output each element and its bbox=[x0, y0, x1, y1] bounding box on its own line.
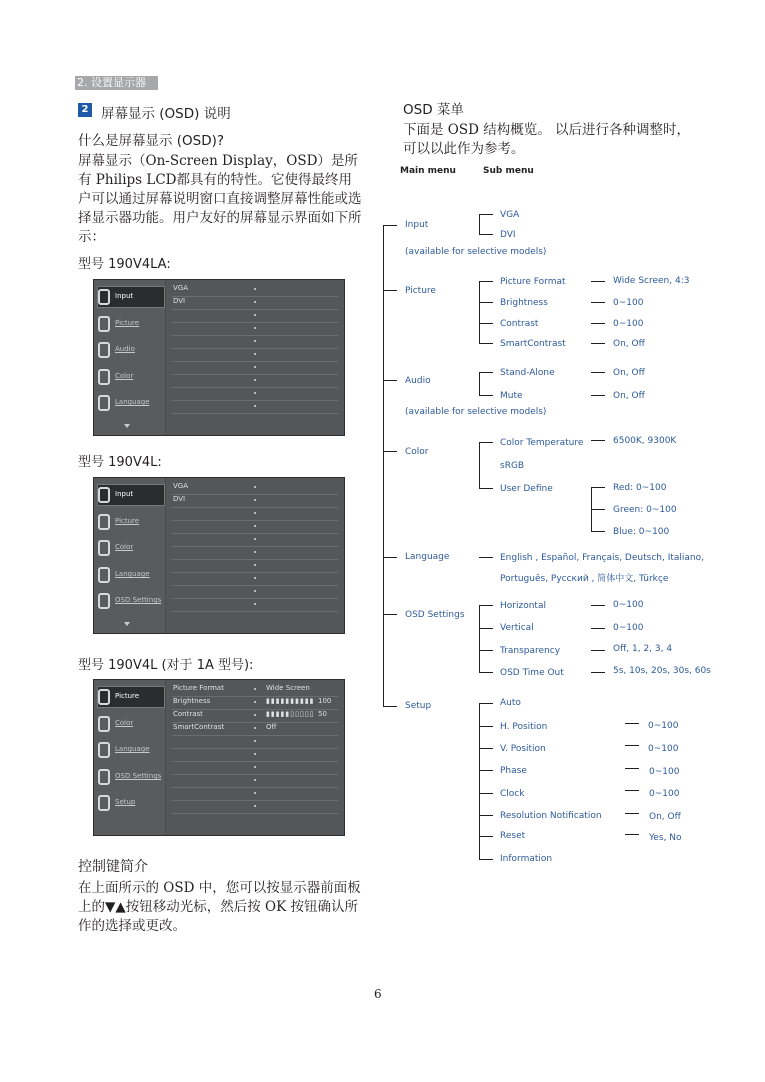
osd-menu-input: Input bbox=[94, 285, 165, 311]
osd-row-brightness: Brightness ▮▮▮▮▮▮▮▮▮▮ 100 bbox=[172, 696, 338, 710]
tree-main-setup: Setup bbox=[405, 701, 432, 711]
tree-sub-h-position: H. Position bbox=[500, 722, 548, 732]
osd-menu-setup: Setup bbox=[94, 791, 165, 817]
control-paragraph: 在上面所示的 OSD 中，您可以按显示器前面板上的▼▲按钮移动光标，然后按 OK 按钮确认所作的选择或更改。 bbox=[78, 880, 361, 934]
question-title: 什么是屏幕显示 (OSD)? bbox=[78, 133, 225, 149]
tree-val-clock: 0~100 bbox=[649, 789, 680, 799]
section-header: 2. 设置显示器 bbox=[75, 76, 158, 90]
osd-row-dvi: DVI bbox=[172, 296, 338, 310]
main-menu-header: Main menu bbox=[400, 166, 456, 176]
osd-row-picture-format: Picture Format Wide Screen bbox=[172, 683, 338, 697]
tree-sub-clock: Clock bbox=[500, 789, 525, 799]
color-icon bbox=[98, 369, 110, 385]
tree-val-blue: Blue: 0~100 bbox=[613, 527, 670, 537]
osd-menu-osd-settings: OSD Settings bbox=[94, 589, 165, 615]
osd-menu-color: Color bbox=[94, 536, 165, 562]
tree-sub-brightness: Brightness bbox=[500, 298, 548, 308]
tree-val-resolution-notification: On, Off bbox=[649, 812, 681, 822]
gear-icon bbox=[98, 795, 110, 811]
page-number: 6 bbox=[374, 987, 382, 1001]
osd-row-vga: VGA bbox=[172, 283, 338, 297]
tree-sub-reset: Reset bbox=[500, 831, 526, 841]
tree-sub-phase: Phase bbox=[500, 766, 527, 776]
tree-main-color: Color bbox=[405, 447, 429, 457]
osd-screenshot-190v4l bbox=[93, 477, 345, 634]
tree-sub-v-position: V. Position bbox=[500, 744, 546, 754]
tree-sub-vga: VGA bbox=[500, 210, 520, 220]
input-icon bbox=[98, 487, 110, 503]
osd-screenshot-190v4l-1a bbox=[93, 679, 345, 836]
osd-menu-picture: Picture bbox=[94, 685, 165, 711]
tree-val-reset: Yes, No bbox=[649, 833, 682, 843]
tree-sub-stand-alone: Stand-Alone bbox=[500, 368, 555, 378]
language-icon bbox=[98, 395, 110, 411]
osd-screenshot-190v4la bbox=[93, 279, 345, 436]
osd-menu-color: Color bbox=[94, 712, 165, 738]
osd-row-smartcontrast: SmartContrast Off bbox=[172, 722, 338, 736]
tree-val-smartcontrast: On, Off bbox=[613, 339, 645, 349]
osd-settings-icon bbox=[98, 593, 110, 609]
tree-val-v-position: 0~100 bbox=[648, 744, 679, 754]
tree-trunk bbox=[383, 225, 384, 706]
tree-main-input: Input bbox=[405, 220, 429, 230]
tree-val-red: Red: 0~100 bbox=[613, 483, 667, 493]
tree-val-brightness: 0~100 bbox=[613, 298, 644, 308]
color-icon bbox=[98, 716, 110, 732]
language-icon bbox=[98, 567, 110, 583]
tree-sub-osd-time-out: OSD Time Out bbox=[500, 668, 564, 678]
tree-sub-vertical: Vertical bbox=[500, 623, 534, 633]
osd-menu-color: Color bbox=[94, 365, 165, 391]
tree-sub-srgb: sRGB bbox=[500, 461, 525, 471]
tree-sub-transparency: Transparency bbox=[500, 646, 561, 656]
tree-val-horizontal: 0~100 bbox=[613, 600, 644, 610]
model-label-3: 型号 190V4L (对于 1A 型号): bbox=[78, 658, 254, 673]
osd-row-vga: VGA bbox=[172, 481, 338, 495]
picture-icon bbox=[98, 514, 110, 530]
tree-sub-auto: Auto bbox=[500, 698, 521, 708]
color-icon bbox=[98, 540, 110, 556]
osd-menu-input: Input bbox=[94, 483, 165, 509]
tree-sub-resolution-notification: Resolution Notification bbox=[500, 811, 602, 821]
tree-val-transparency: Off, 1, 2, 3, 4 bbox=[613, 644, 673, 654]
tree-sub-horizontal: Horizontal bbox=[500, 601, 546, 611]
tree-main-osd-settings: OSD Settings bbox=[405, 610, 465, 620]
picture-icon bbox=[98, 689, 110, 705]
down-arrow-icon bbox=[124, 622, 130, 626]
osd-menu-description: 下面是 OSD 结构概览。 以后进行各种调整时，可以以此作为参考。 bbox=[403, 122, 691, 157]
tree-val-mute: On, Off bbox=[613, 391, 645, 401]
language-icon bbox=[98, 742, 110, 758]
step-number-badge: 2 bbox=[78, 103, 92, 117]
tree-main-picture: Picture bbox=[405, 286, 436, 296]
osd-menu-language: Language bbox=[94, 563, 165, 589]
tree-val-osd-time-out: 5s, 10s, 20s, 30s, 60s bbox=[613, 666, 711, 676]
osd-menu-language: Language bbox=[94, 391, 165, 417]
tree-languages-line-1: English , Español, Français, Deutsch, Italiano, bbox=[500, 553, 704, 563]
tree-val-vertical: 0~100 bbox=[613, 623, 644, 633]
tree-val-contrast: 0~100 bbox=[613, 319, 644, 329]
tree-available-note-1: (available for selective models) bbox=[405, 247, 547, 257]
tree-val-phase: 0~100 bbox=[649, 767, 680, 777]
model-label-1: 型号 190V4LA: bbox=[78, 257, 171, 272]
tree-val-h-position: 0~100 bbox=[648, 721, 679, 731]
audio-icon bbox=[98, 342, 110, 358]
osd-menu-audio: Audio bbox=[94, 338, 165, 364]
osd-settings-icon bbox=[98, 769, 110, 785]
osd-row-dvi: DVI bbox=[172, 494, 338, 508]
tree-val-stand-alone: On, Off bbox=[613, 368, 645, 378]
picture-icon bbox=[98, 316, 110, 332]
tree-main-audio: Audio bbox=[405, 376, 431, 386]
model-label-2: 型号 190V4L: bbox=[78, 455, 162, 470]
control-title: 控制键简介 bbox=[78, 859, 148, 875]
osd-menu-picture: Picture bbox=[94, 510, 165, 536]
tree-val-green: Green: 0~100 bbox=[613, 505, 677, 515]
tree-sub-information: Information bbox=[500, 854, 553, 864]
tree-languages-line-2: Português, Русский , 简体中文, Türkçe bbox=[500, 574, 669, 584]
tree-sub-smartcontrast: SmartContrast bbox=[500, 339, 566, 349]
osd-row-contrast: Contrast ▮▮▮▮▮▯▯▯▯▯ 50 bbox=[172, 709, 338, 723]
osd-menu-picture: Picture bbox=[94, 312, 165, 338]
tree-sub-color-temperature: Color Temperature bbox=[500, 438, 584, 448]
tree-sub-mute: Mute bbox=[500, 391, 523, 401]
osd-menu-title: OSD 菜单 bbox=[403, 102, 464, 118]
tree-available-note-2: (available for selective models) bbox=[405, 407, 547, 417]
intro-paragraph: 屏幕显示（On-Screen Display，OSD）是所有 Philips LCD都具有的特性。它使得最终用户可以通过屏幕说明窗口直接调整屏幕性能或选择显示器功能。用户友好的屏幕显示界面如下所示： bbox=[78, 153, 362, 245]
tree-val-picture-format: Wide Screen, 4:3 bbox=[613, 276, 690, 286]
input-icon bbox=[98, 289, 110, 305]
down-arrow-icon bbox=[124, 424, 130, 428]
sub-menu-header: Sub menu bbox=[483, 166, 534, 176]
section-title: 屏幕显示 (OSD) 说明 bbox=[101, 106, 231, 122]
osd-menu-osd-settings: OSD Settings bbox=[94, 765, 165, 791]
osd-menu-language: Language bbox=[94, 738, 165, 764]
tree-sub-picture-format: Picture Format bbox=[500, 277, 566, 287]
tree-sub-dvi: DVI bbox=[500, 230, 516, 240]
tree-sub-user-define: User Define bbox=[500, 484, 553, 494]
tree-val-color-temperature: 6500K, 9300K bbox=[613, 436, 677, 446]
tree-main-language: Language bbox=[405, 552, 450, 562]
tree-sub-contrast: Contrast bbox=[500, 319, 539, 329]
